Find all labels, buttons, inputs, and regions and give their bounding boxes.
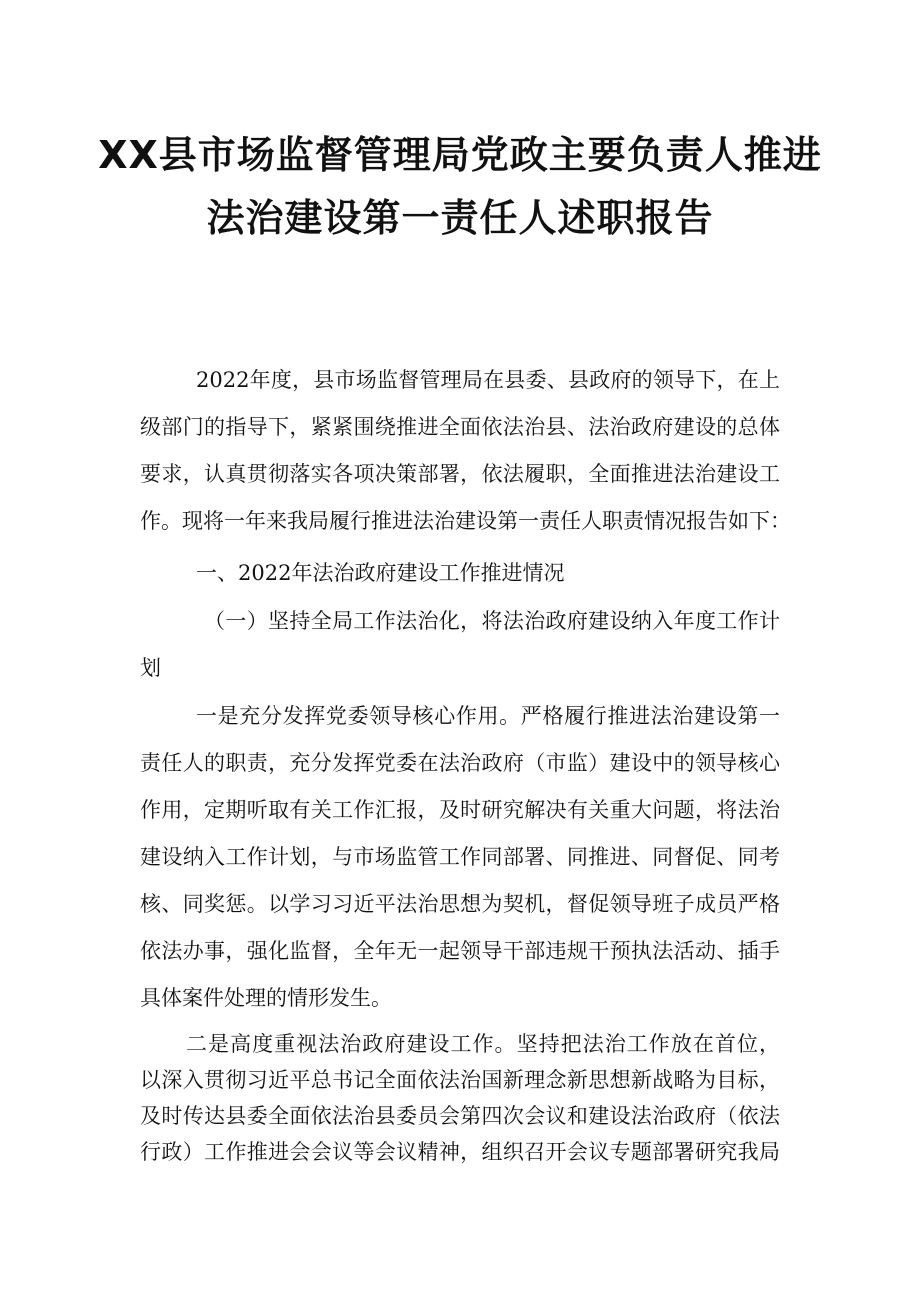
text-line: 2022年度，县市场监督管理局在县委、县政府的领导下，在上 bbox=[196, 368, 780, 392]
text-line: 划 bbox=[140, 656, 161, 680]
text-line: 建设纳入工作计划，与市场监管工作同部署、同推进、同督促、同考 bbox=[140, 845, 780, 869]
text-line: 行政）工作推进会会议等会议精神，组织召开会议专题部署研究我局 bbox=[140, 1140, 780, 1164]
text-line: （一）坚持全局工作法治化，将法治政府建设纳入年度工作计 bbox=[204, 609, 780, 633]
text-line: 作。现将一年来我局履行推进法治建设第一责任人职责情况报告如下： bbox=[140, 509, 791, 533]
text-line: 具体案件处理的情形发生。 bbox=[140, 986, 392, 1010]
document-title-line-2: 法治建设第一责任人述职报告 bbox=[206, 196, 714, 240]
text-line: 作用，定期听取有关工作汇报，及时研究解决有关重大问题，将法治 bbox=[140, 798, 780, 822]
document-title-line-1: XX县市场监督管理局党政主要负责人推进 bbox=[98, 133, 822, 177]
text-line: 及时传达县委全面依法治县委员会第四次会议和建设法治政府（依法 bbox=[140, 1104, 780, 1128]
text-line: 要求，认真贯彻落实各项决策部署，依法履职，全面推进法治建设工 bbox=[140, 462, 780, 486]
text-line: 级部门的指导下，紧紧围绕推进全面依法治县、法治政府建设的总体 bbox=[140, 415, 780, 439]
section-heading: 一、2022年法治政府建设工作推进情况 bbox=[196, 561, 565, 585]
text-line: 责任人的职责，充分发挥党委在法治政府（市监）建设中的领导核心 bbox=[140, 751, 780, 775]
text-line: 依法办事，强化监督，全年无一起领导干部违规干预执法活动、插手 bbox=[140, 939, 780, 963]
text-line: 以深入贯彻习近平总书记全面依法治国新理念新思想新战略为目标， bbox=[140, 1068, 780, 1092]
text-line: 一是充分发挥党委领导核心作用。严格履行推进法治建设第一 bbox=[196, 704, 780, 728]
text-line: 核、同奖惩。以学习习近平法治思想为契机，督促领导班子成员严格 bbox=[140, 892, 780, 916]
text-line: 二是高度重视法治政府建设工作。坚持把法治工作放在首位， bbox=[186, 1032, 780, 1056]
